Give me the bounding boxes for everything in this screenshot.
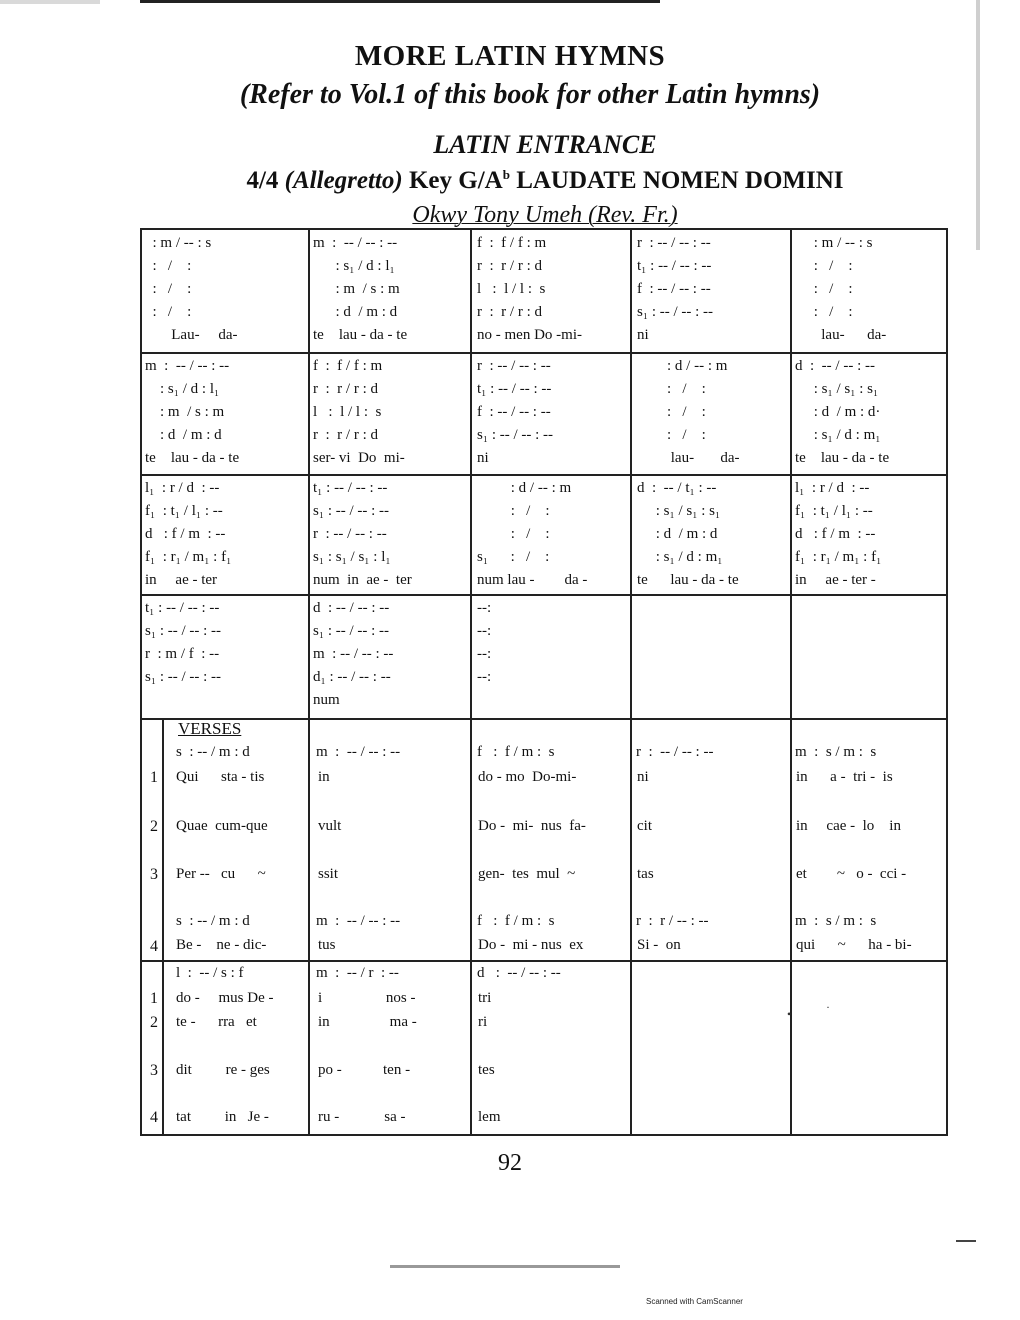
scanner-watermark: Scanned with CamScanner <box>646 1297 743 1306</box>
verse-lyric: tat in Je - <box>176 1109 269 1125</box>
table-border-left <box>140 228 142 1136</box>
verse-number: 3 <box>150 1062 158 1079</box>
verse-lyric: tas <box>637 866 654 882</box>
verse-music: m : -- / r : -- <box>316 965 399 981</box>
verse-music: m : -- / -- : -- <box>316 913 401 929</box>
verse-lyric: tri <box>478 990 492 1006</box>
row-divider <box>140 352 948 354</box>
scan-speck: · <box>826 1000 830 1014</box>
hymn-title: LAUDATE NOMEN DOMINI <box>509 167 844 194</box>
scan-edge-bottom <box>390 1265 620 1268</box>
verse-music: m : -- / -- : -- <box>316 744 401 760</box>
tempo-marking: (Allegretto) <box>284 167 403 194</box>
score-cell: l₁ : r / d : -- f₁ : t₁ / l₁ : -- d : f / m : -- f₁ : r₁ / m₁ : f₁ in ae - ter <box>145 480 232 588</box>
row-divider <box>140 594 948 596</box>
verse-lyric: Qui sta - tis <box>176 769 265 785</box>
verse-number: 4 <box>150 938 158 955</box>
row-divider <box>140 718 948 720</box>
verse-lyric: i nos - <box>318 990 416 1006</box>
column-divider <box>790 228 792 1136</box>
column-divider <box>470 228 472 1136</box>
verse-lyric: Do - mi- nus fa- <box>478 818 586 834</box>
verse-lyric: Si - on <box>637 937 681 953</box>
verse-lyric: tes <box>478 1062 495 1078</box>
verses-heading: VERSES <box>178 719 242 738</box>
key-label: Key G/A <box>402 167 503 194</box>
verse-lyric: tus <box>318 937 336 953</box>
verse-number: 1 <box>150 990 158 1007</box>
section-title: LATIN ENTRANCE <box>433 130 657 159</box>
verse-music: l : -- / s : f <box>176 965 244 981</box>
verse-music: f : f / m : s <box>477 744 555 760</box>
table-border-right <box>946 228 948 1136</box>
verse-lyric: vult <box>318 818 342 834</box>
verse-number: 4 <box>150 1109 158 1126</box>
verse-number-divider <box>162 719 164 1136</box>
verse-number: 2 <box>150 818 158 835</box>
verse-music: r : r / -- : -- <box>636 913 709 929</box>
score-cell: : m / -- : s : / : : / : : / : lau- da- <box>813 235 887 343</box>
page-title: MORE LATIN HYMNS <box>354 40 666 72</box>
scan-edge-top-left <box>0 0 100 4</box>
verse-lyric: Quae cum-que <box>176 818 268 834</box>
verse-lyric: Per -- cu ~ <box>176 866 266 882</box>
verse-lyric: ru - sa - <box>318 1109 406 1125</box>
verse-lyric: in ma - <box>318 1014 417 1030</box>
verse-lyric: lem <box>478 1109 501 1125</box>
verse-lyric: do - mus De - <box>176 990 274 1006</box>
score-cell: m : -- / -- : -- : s₁ / d : l₁ : m / s : m : d / m : d te lau - da - te <box>145 358 240 466</box>
verse-number: 2 <box>150 1014 158 1031</box>
score-cell: : m / -- : s : / : : / : : / : Lau- da- <box>152 235 238 343</box>
verse-lyric: do - mo Do-mi- <box>478 769 577 785</box>
score-cell: : d / -- : m : / : : / : s₁ : / : num lau - da - <box>477 480 588 588</box>
verse-lyric: gen- tes mul ~ <box>478 866 576 882</box>
score-cell: d : -- / -- : -- s₁ : -- / -- : -- m : -- / -- : -- d₁ : -- / -- : -- num <box>313 600 394 708</box>
verse-lyric: cit <box>637 818 652 834</box>
table-border-bottom <box>140 1134 948 1136</box>
verse-lyric: in a - tri - is <box>796 769 893 785</box>
verse-lyric: Be - ne - dic- <box>176 937 267 953</box>
score-cell: --: --: --: --: <box>477 600 492 685</box>
verse-lyric: qui ~ ha - bi- <box>796 937 912 953</box>
verse-music: m : s / m : s <box>795 913 877 929</box>
verse-lyric: in cae - lo in <box>796 818 901 834</box>
verse-lyric: et ~ o - cci - <box>796 866 907 882</box>
verse-music: m : s / m : s <box>795 744 877 760</box>
score-cell: f : f / f : m r : r / r : d l : l / l : s r : r / r : d ser- vi Do mi- <box>313 358 405 466</box>
score-cell: f : f / f : m r : r / r : d l : l / l : s r : r / r : d no - men Do -mi- <box>477 235 582 343</box>
verse-music: d : -- / -- : -- <box>477 965 561 981</box>
scan-edge-top <box>140 0 660 3</box>
verse-number: 3 <box>150 866 158 883</box>
score-cell: t₁ : -- / -- : -- s₁ : -- / -- : -- r : -- / -- : -- s₁ : s₁ / s₁ : l₁ num in ae - ter <box>313 480 412 588</box>
verse-lyric: dit re - ges <box>176 1062 270 1078</box>
table-border-top <box>140 228 948 230</box>
verse-music: f : f / m : s <box>477 913 555 929</box>
score-cell: m : -- / -- : -- : s₁ / d : l₁ : m / s : m : d / m : d te lau - da - te <box>313 235 408 343</box>
verse-music: s : -- / m : d <box>176 913 250 929</box>
verse-lyric: po - ten - <box>318 1062 411 1078</box>
score-cell: r : -- / -- : -- t₁ : -- / -- : -- f : -- / -- : -- s₁ : -- / -- : -- ni <box>477 358 554 466</box>
scan-mark-right <box>956 1240 976 1242</box>
score-cell: t₁ : -- / -- : -- s₁ : -- / -- : -- r : m / f : -- s₁ : -- / -- : -- <box>145 600 222 685</box>
page-subtitle: (Refer to Vol.1 of this book for other Latin hymns) <box>239 79 821 110</box>
score-cell: d : -- / -- : -- : s₁ / s₁ : s₁ : d / m : d· : s₁ / d : m₁ te lau - da - te <box>795 358 890 466</box>
score-cell: r : -- / -- : -- t₁ : -- / -- : -- f : -- / -- : -- s₁ : -- / -- : -- ni <box>637 235 714 343</box>
verse-lyric: ni <box>637 769 649 785</box>
verse-lyric: ri <box>478 1014 488 1030</box>
key-flat: b <box>502 167 510 182</box>
verse-number: 1 <box>150 769 158 786</box>
score-cell: : d / -- : m : / : : / : : / : lau- da- <box>667 358 740 466</box>
verse-lyric: in <box>318 769 330 785</box>
row-divider <box>140 474 948 476</box>
verse-lyric: ssit <box>318 866 339 882</box>
hymn-heading <box>0 167 1020 195</box>
verse-lyric: Do - mi - nus ex <box>478 937 584 953</box>
scan-speck: • <box>787 1007 792 1021</box>
verse-music: r : -- / -- : -- <box>636 744 714 760</box>
composer: Okwy Tony Umeh (Rev. Fr.) <box>412 202 678 228</box>
score-cell: d : -- / t₁ : -- : s₁ / s₁ : s₁ : d / m : d : s₁ / d : m₁ te lau - da - te <box>637 480 739 588</box>
verse-music: s : -- / m : d <box>176 744 250 760</box>
verse-lyric: te - rra et <box>176 1014 257 1030</box>
page-number: 92 <box>498 1150 522 1176</box>
score-cell: l₁ : r / d : -- f₁ : t₁ / l₁ : -- d : f / m : -- f₁ : r₁ / m₁ : f₁ in ae - ter - <box>795 480 882 588</box>
time-signature: 4/4 <box>246 167 285 194</box>
